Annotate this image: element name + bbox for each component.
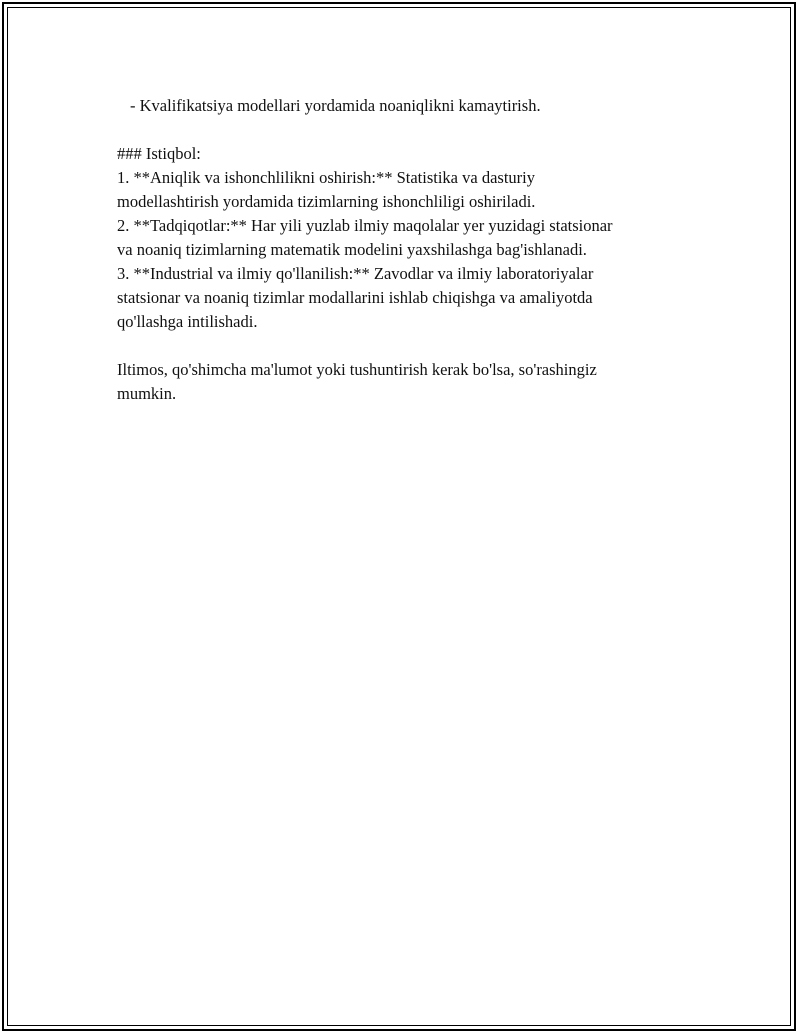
list-item-1 xyxy=(117,166,677,214)
list-item-line: 1. **Aniqlik va ishonchlilikni oshirish:** Statistika va dasturiy xyxy=(117,168,535,187)
closing-line: mumkin. xyxy=(117,384,177,403)
list-item-line: qo'llashga intilishadi. xyxy=(117,312,258,331)
paragraph-gap xyxy=(117,334,677,358)
list-item-line: modellashtirish yordamida tizimlarning ishonchliligi oshiriladi. xyxy=(117,192,536,211)
closing-paragraph xyxy=(117,358,677,406)
section-heading: ### Istiqbol: xyxy=(117,144,201,163)
bullet-line: - Kvalifikatsiya modellari yordamida noaniqlikni kamaytirish. xyxy=(130,96,541,115)
document-body xyxy=(117,94,677,406)
closing-line: Iltimos, qo'shimcha ma'lumot yoki tushuntirish kerak bo'lsa, so'rashingiz xyxy=(117,360,597,379)
list-item-line: 3. **Industrial va ilmiy qo'llanilish:** Zavodlar va ilmiy laboratoriyalar xyxy=(117,264,594,283)
list-item-line: 2. **Tadqiqotlar:** Har yili yuzlab ilmiy maqolalar yer yuzidagi statsionar xyxy=(117,216,613,235)
list-item-3 xyxy=(117,262,677,334)
list-item-2 xyxy=(117,214,677,262)
paragraph-gap xyxy=(117,118,677,142)
list-item-line: statsionar va noaniq tizimlar modallarini ishlab chiqishga va amaliyotda xyxy=(117,288,593,307)
list-item-line: va noaniq tizimlarning matematik modelini yaxshilashga bag'ishlanadi. xyxy=(117,240,587,259)
